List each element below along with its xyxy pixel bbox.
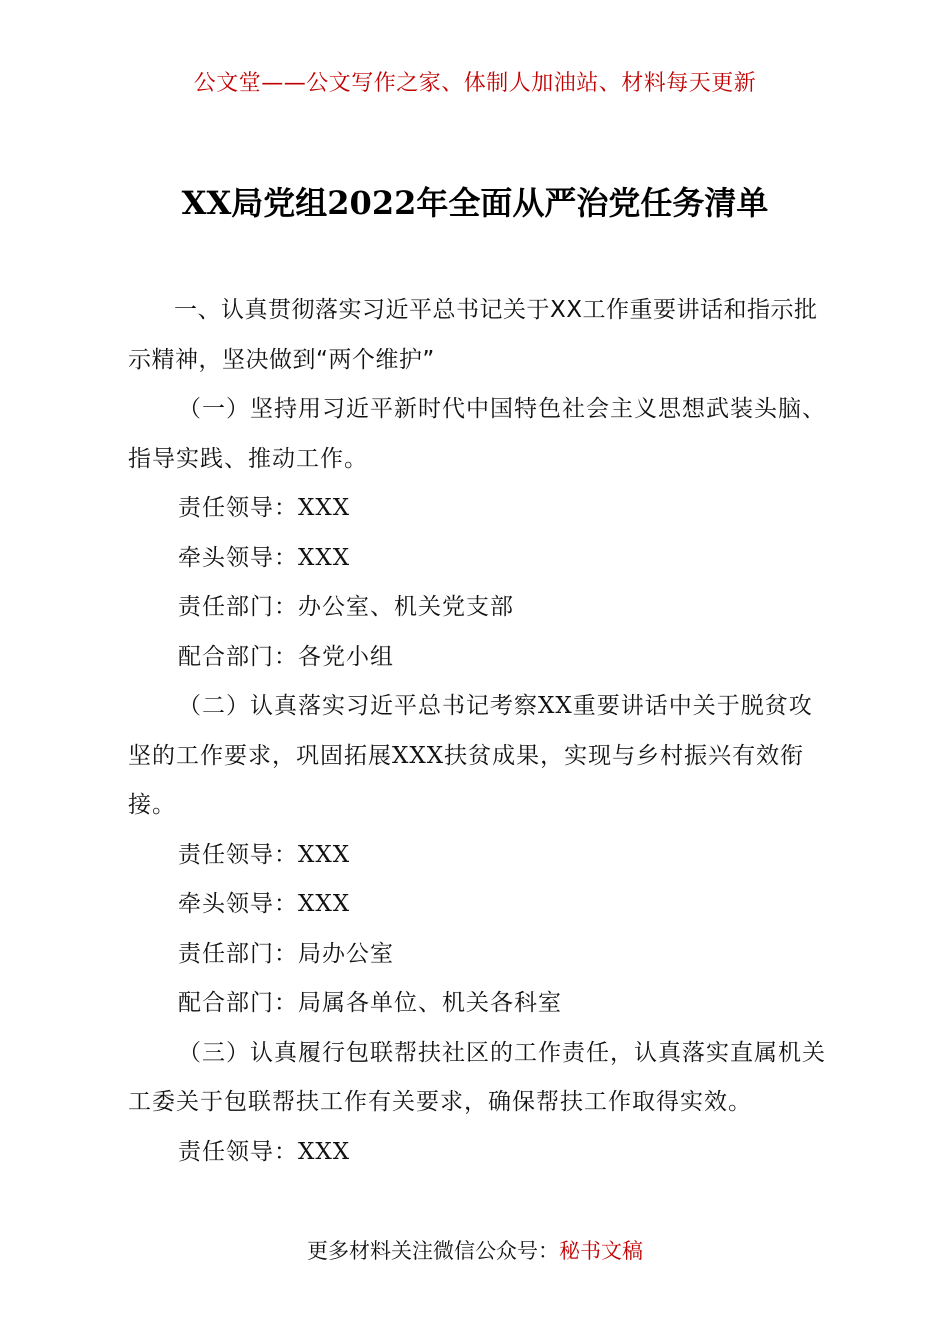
task-2-responsible-dept: 责任部门：局办公室	[178, 940, 394, 967]
document-body	[128, 286, 830, 1177]
document-title: XX局党组2022年全面从严治党任务清单	[181, 184, 769, 222]
header-tagline: 公文堂——公文写作之家、体制人加油站、材料每天更新	[193, 71, 757, 96]
task-1-responsible-leader: 责任领导：XXX	[178, 495, 351, 521]
task-1-text: （一）坚持用习近平新时代中国特色社会主义思想武装头脑、指导实践、推动工作。	[128, 396, 826, 472]
task-2-responsible-leader: 责任领导：XXX	[178, 841, 351, 868]
task-1-responsible-dept: 责任部门：办公室、机关党支部	[178, 594, 514, 620]
footer-prefix: 更多材料关注微信公众号：	[307, 1239, 559, 1263]
task-1-cooperating-dept: 配合部门：各党小组	[178, 643, 394, 670]
task-2-cooperating-dept: 配合部门：局属各单位、机关各科室	[178, 990, 562, 1016]
section-heading: 一、认真贯彻落实习近平总书记关于XX工作重要讲话和指示批示精神，坚决做到“两个维护”	[128, 297, 818, 373]
task-2-lead-leader: 牵头领导：XXX	[178, 891, 351, 917]
footer-account-name: 秘书文稿	[559, 1239, 643, 1263]
task-3-text: （三）认真履行包联帮扶社区的工作责任，认真落实直属机关工委关于包联帮扶工作有关要求，确保帮扶工作取得实效。	[128, 1039, 826, 1115]
footer-note	[0, 1235, 950, 1265]
task-1-lead-leader: 牵头领导：XXX	[178, 544, 351, 571]
task-3-responsible-leader: 责任领导：XXX	[178, 1138, 351, 1165]
task-2-text: （二）认真落实习近平总书记考察XX重要讲话中关于脱贫攻坚的工作要求，巩固拓展XXX扶贫成果，实现与乡村振兴有效衔接。	[128, 693, 813, 818]
